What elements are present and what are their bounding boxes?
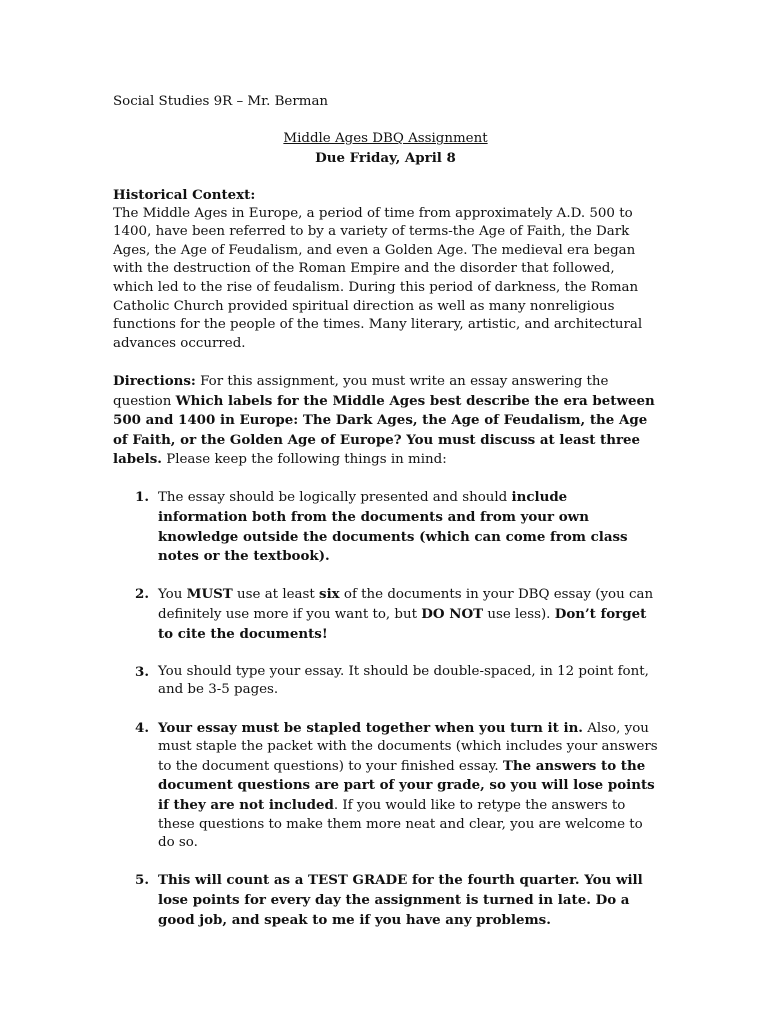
- list-item-text: use less).: [483, 607, 555, 623]
- list-item-text: of the documents in your DBQ essay (you can definitely use more if you want to, but: [158, 587, 654, 623]
- list-item-text: The essay should be logically presented and should: [158, 490, 512, 506]
- assignment-title: Middle Ages DBQ Assignment: [283, 131, 488, 147]
- list-item-text: This will count as a TEST GRADE for the fourth quarter. You will lose points for every day the assignment is turned in late. Do a good job, and speak to me if you have any problems.: [158, 872, 643, 928]
- spacer: [113, 167, 658, 186]
- list-item-number: 2.: [135, 586, 149, 603]
- directions-paragraph: [113, 372, 658, 470]
- directions-outro: Please keep the following things in mind:: [161, 452, 447, 468]
- spacer: [113, 353, 658, 372]
- spacer: [113, 470, 658, 489]
- list-item-number: 5.: [135, 872, 149, 889]
- list-item-text: include information both from the documents and from your own knowledge outside the documents (which can come from class notes or the textbook).: [158, 489, 628, 565]
- instruction-list: [113, 488, 658, 930]
- list-item: [113, 585, 658, 644]
- list-item-text: The answers to the document questions are part of your grade, so you will lose points if they are not included: [158, 757, 655, 813]
- list-item-text: Also, you must staple the packet with the documents (which includes your answers to the document questions) to your finished essay.: [158, 720, 658, 774]
- list-item-text: You: [158, 587, 187, 603]
- list-item: [113, 488, 658, 566]
- course-line: Social Studies 9R – Mr. Berman: [113, 94, 329, 109]
- directions-intro: For this assignment, you must write an essay answering the question: [113, 373, 609, 409]
- list-item-text: Your essay must be stapled together when you turn it in.: [158, 719, 583, 736]
- list-item-text: DO NOT: [421, 606, 484, 623]
- directions-label: Directions:: [113, 372, 196, 389]
- list-item-text: six: [319, 586, 340, 603]
- list-item-number: 4.: [135, 719, 149, 736]
- context-heading: Historical Context:: [113, 186, 256, 203]
- list-item-text: You should type your essay. It should be double-spaced, in 12 point font, and be 3-5 pages.: [158, 663, 649, 698]
- directions-question: Which labels for the Middle Ages best describe the era between 500 and 1400 in Europe: The Dark Ages, the Age of Feudalism, the Age of Faith, or the Golden Age of Europe? You must discuss at least three labels.: [113, 392, 655, 468]
- list-item: [113, 871, 658, 930]
- due-date: Due Friday, April 8: [315, 149, 456, 166]
- list-item-number: 1.: [135, 489, 149, 506]
- list-item: [113, 719, 658, 853]
- list-item-text: use at least: [232, 587, 320, 603]
- list-item: [113, 663, 658, 700]
- list-item-number: 3.: [135, 663, 149, 680]
- list-item-text: Don’t forget to cite the documents!: [158, 606, 647, 642]
- document-body: [113, 93, 658, 949]
- list-item-text: . If you would like to retype the answers to these questions to make them more neat and clear, you are welcome to do so.: [158, 797, 643, 851]
- context-body: The Middle Ages in Europe, a period of time from approximately A.D. 500 to 1400, have been referred to by a variety of terms-the Age of Faith, the Dark Ages, the Age of Feudalism, and even a Golden Age. The medieval era began with the destruction of the Roman Empire and the disorder that followed, which led to the rise of feudalism. During this period of darkness, the Roman Catholic Church provided spiritual direction as well as many nonreligious functions for the people of the times. Many literary, artistic, and architectural advances occurred.: [113, 205, 643, 351]
- list-item-text: MUST: [186, 586, 233, 603]
